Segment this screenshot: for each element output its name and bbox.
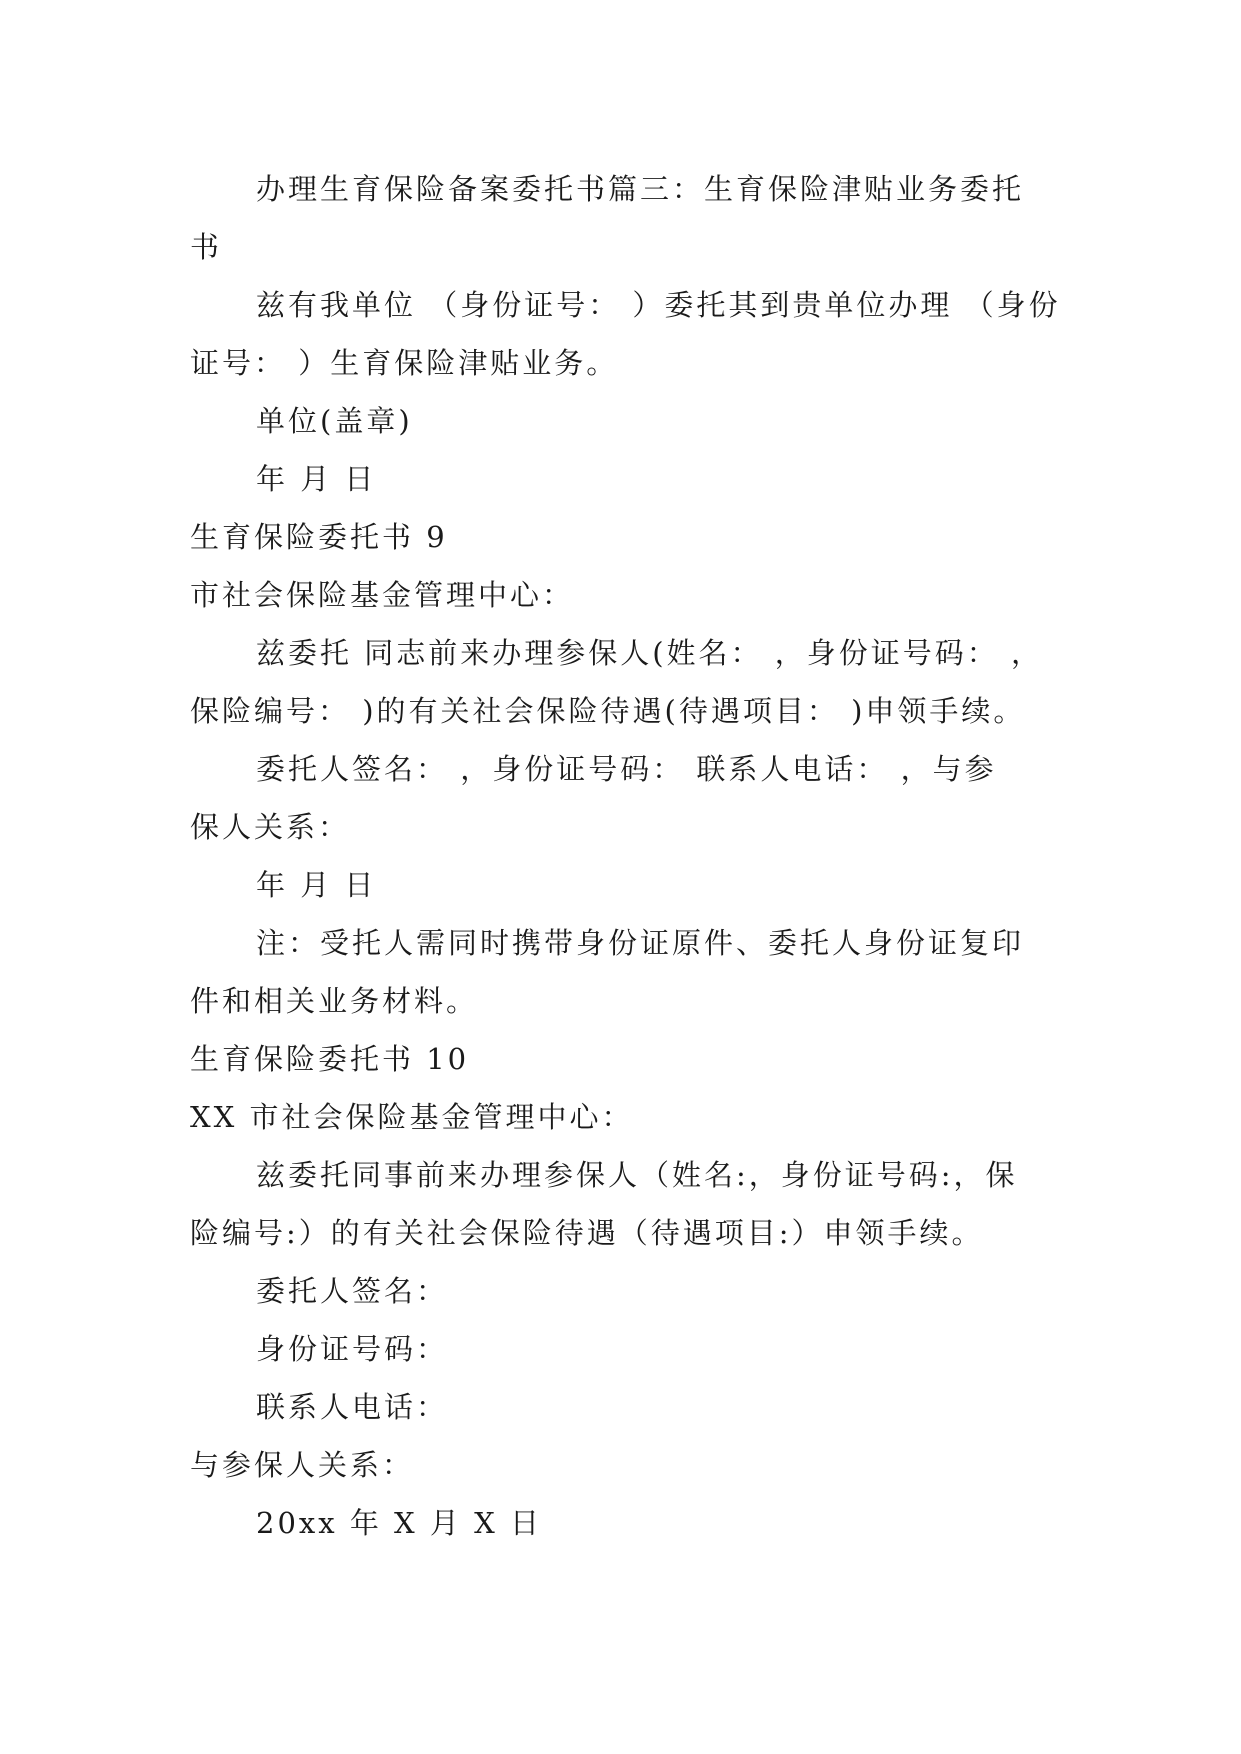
section-title-line-2: 书 <box>190 230 223 264</box>
seal-line: 单位(盖章) <box>256 404 413 438</box>
paragraph-line: 兹有我单位 （身份证号： ）委托其到贵单位办理 （身份 <box>256 288 1061 322</box>
section-title-9: 生育保险委托书 9 <box>190 520 448 554</box>
document-page <box>190 160 1061 1552</box>
paragraph-line: 兹委托同事前来办理参保人（姓名:，身份证号码:，保 <box>256 1158 1018 1192</box>
signature-field-line: 委托人签名： <box>256 1274 449 1308</box>
addressee-line: XX 市社会保险基金管理中心： <box>190 1100 634 1134</box>
paragraph-line: 保险编号： )的有关社会保险待遇(待遇项目： )申领手续。 <box>190 694 1026 728</box>
id-number-field-line: 身份证号码： <box>256 1332 449 1366</box>
paragraph-line: 委托人签名： ，身份证号码： 联系人电话： ，与参 <box>256 752 997 786</box>
date-line: 年 月 日 <box>256 462 377 496</box>
addressee-line: 市社会保险基金管理中心： <box>190 578 575 612</box>
date-line: 年 月 日 <box>256 868 377 902</box>
note-line: 件和相关业务材料。 <box>190 984 479 1018</box>
paragraph-line: 兹委托 同志前来办理参保人(姓名： ，身份证号码： ， <box>256 636 1043 670</box>
relationship-field-line: 与参保人关系： <box>190 1448 415 1482</box>
note-line: 注：受托人需同时携带身份证原件、委托人身份证复印 <box>256 926 1025 960</box>
phone-field-line: 联系人电话： <box>256 1390 449 1424</box>
paragraph-line: 证号： ）生育保险津贴业务。 <box>190 346 619 380</box>
paragraph-line: 保人关系： <box>190 810 351 844</box>
section-title-line-1: 办理生育保险备案委托书篇三：生育保险津贴业务委托 <box>256 172 1025 206</box>
date-line: 20xx 年 X 月 X 日 <box>256 1506 542 1540</box>
paragraph-line: 险编号:）的有关社会保险待遇（待遇项目:）申领手续。 <box>190 1216 984 1250</box>
section-title-10: 生育保险委托书 10 <box>190 1042 470 1076</box>
